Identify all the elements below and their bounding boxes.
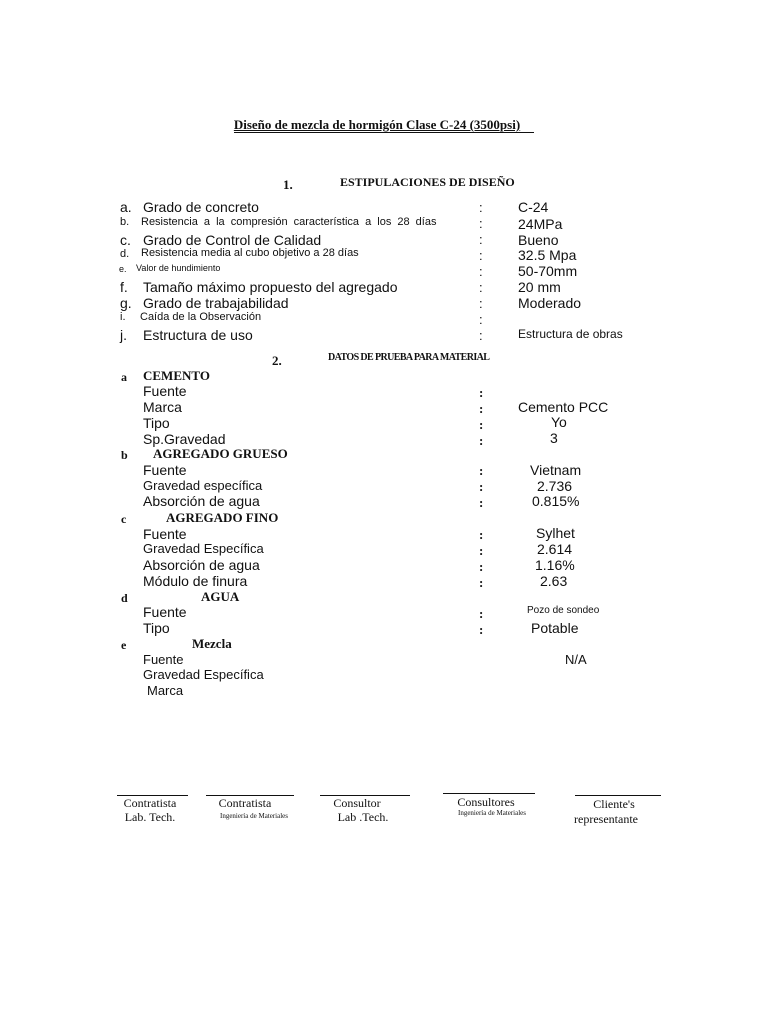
cemento-marca-label: Marca [143, 399, 182, 415]
row-b-letter: b. [120, 216, 130, 228]
mezcla-marca-label: Marca [147, 683, 184, 698]
row-c-label: Grado de Control de Calidad [143, 232, 322, 248]
row-e-colon: : [479, 264, 483, 279]
fino-gravedad-colon: : [479, 543, 484, 558]
signature-line-5 [575, 795, 661, 796]
signature-2-title: Contratista [218, 796, 272, 810]
signature-5-title: Cliente's [593, 797, 635, 811]
fino-modulo-label: Módulo de finura [143, 573, 248, 589]
fino-modulo-colon: : [479, 575, 484, 590]
row-a-label: Grado de concreto [143, 199, 259, 215]
grueso-fuente-label: Fuente [143, 462, 187, 478]
row-f-label: Tamaño máximo propuesto del agregado [143, 279, 398, 295]
fino-absorcion-colon: : [479, 559, 484, 574]
row-c-value: Bueno [518, 232, 559, 248]
row-g-value: Moderado [518, 295, 582, 311]
signature-1-title: Contratista [123, 796, 177, 810]
agua-fuente-colon: : [479, 606, 484, 621]
grueso-fuente-colon: : [479, 463, 484, 478]
row-d-letter: d. [120, 248, 130, 260]
grueso-fuente-value: Vietnam [530, 462, 582, 478]
mezcla-fuente-value: N/A [565, 652, 587, 667]
cemento-title: CEMENTO [143, 368, 210, 383]
row-c-colon: : [479, 232, 483, 247]
cemento-gravedad-label: Sp.Gravedad [143, 431, 226, 447]
section-2-number: 2. [272, 353, 282, 368]
agua-fuente-value: Pozo de sondeo [527, 605, 600, 616]
fino-title: AGREGADO FINO [166, 510, 279, 525]
row-d-colon: : [479, 248, 483, 263]
signature-5-subtitle: representante [574, 812, 638, 826]
section-2-title: DATOS DE PRUEBA PARA MATERIAL [328, 352, 490, 363]
section-1-number: 1. [283, 177, 293, 192]
cemento-letter: a [121, 370, 127, 384]
row-i-letter: i. [120, 311, 126, 323]
grueso-title: AGREGADO GRUESO [153, 446, 288, 461]
mezcla-title: Mezcla [192, 636, 232, 651]
row-g-letter: g. [120, 295, 132, 311]
signature-1-subtitle: Lab. Tech. [124, 810, 176, 824]
cemento-marca-colon: : [479, 401, 484, 416]
row-e-label: Valor de hundimiento [136, 263, 221, 273]
row-j-label: Estructura de uso [143, 327, 253, 343]
row-j-value: Estructura de obras [518, 327, 623, 341]
row-g-label: Grado de trabajabilidad [143, 295, 289, 311]
row-i-colon: : [479, 312, 483, 327]
agua-letter: d [121, 591, 128, 605]
fino-gravedad-value: 2.614 [537, 541, 573, 557]
row-f-colon: : [479, 280, 483, 295]
row-d-value: 32.5 Mpa [518, 247, 577, 263]
fino-modulo-value: 2.63 [540, 573, 568, 589]
row-c-letter: c. [120, 232, 131, 248]
grueso-gravedad-value: 2.736 [537, 478, 573, 494]
cemento-fuente-colon: : [479, 385, 484, 400]
mezcla-gravedad-label: Gravedad Específica [143, 667, 264, 682]
cemento-gravedad-colon: : [479, 433, 484, 448]
row-a-letter: a. [120, 199, 132, 215]
row-j-letter: j. [120, 327, 127, 343]
agua-fuente-label: Fuente [143, 604, 187, 620]
row-b-value: 24MPa [518, 216, 563, 232]
signature-4-subtitle: Ingeniería de Materiales [457, 809, 527, 817]
cemento-gravedad-value: 3 [550, 430, 558, 446]
agua-tipo-colon: : [479, 622, 484, 637]
fino-fuente-label: Fuente [143, 526, 187, 542]
grueso-absorcion-label: Absorción de agua [143, 493, 260, 509]
fino-gravedad-label: Gravedad Específica [143, 541, 264, 556]
signature-3-title: Consultor [333, 796, 381, 810]
cemento-tipo-colon: : [479, 417, 484, 432]
signature-3-subtitle: Lab .Tech. [337, 810, 389, 824]
row-i-label: Caída de la Observación [140, 311, 262, 323]
row-j-colon: : [479, 328, 483, 343]
agua-tipo-label: Tipo [143, 620, 170, 636]
grueso-gravedad-label: Gravedad específica [143, 478, 263, 493]
row-b-label: Resistencia a la compresión característica a los 28 días [141, 216, 437, 228]
agua-title: AGUA [201, 589, 240, 604]
signature-line-4 [443, 793, 535, 794]
row-a-value: C-24 [518, 199, 549, 215]
row-e-letter: e. [119, 264, 127, 274]
mezcla-letter: e [121, 638, 127, 652]
cemento-fuente-label: Fuente [143, 383, 187, 399]
grueso-absorcion-colon: : [479, 495, 484, 510]
grueso-absorcion-value: 0.815% [532, 493, 580, 509]
row-f-value: 20 mm [518, 279, 561, 295]
fino-absorcion-value: 1.16% [535, 557, 575, 573]
fino-fuente-value: Sylhet [536, 525, 575, 541]
grueso-gravedad-colon: : [479, 479, 484, 494]
row-f-letter: f. [120, 279, 128, 295]
fino-fuente-colon: : [479, 527, 484, 542]
cemento-marca-value: Cemento PCC [518, 399, 609, 415]
row-b-colon: : [479, 216, 483, 231]
document-title: Diseño de mezcla de hormigón Clase C-24 (3500psi) [0, 117, 768, 133]
row-g-colon: : [479, 296, 483, 311]
row-d-label: Resistencia media al cubo objetivo a 28 días [141, 247, 359, 259]
cemento-tipo-label: Tipo [143, 415, 170, 431]
signature-4-title: Consultores [457, 795, 515, 809]
fino-letter: c [121, 512, 127, 526]
signature-2-subtitle: Ingeniería de Materiales [219, 812, 289, 820]
fino-absorcion-label: Absorción de agua [143, 557, 260, 573]
row-a-colon: : [479, 200, 483, 215]
mezcla-fuente-label: Fuente [143, 652, 184, 667]
section-1-title: ESTIPULACIONES DE DISEÑO [340, 175, 515, 189]
cemento-tipo-value: Yo [551, 414, 567, 430]
row-e-value: 50-70mm [518, 263, 578, 279]
grueso-letter: b [121, 448, 128, 462]
agua-tipo-value: Potable [531, 620, 579, 636]
